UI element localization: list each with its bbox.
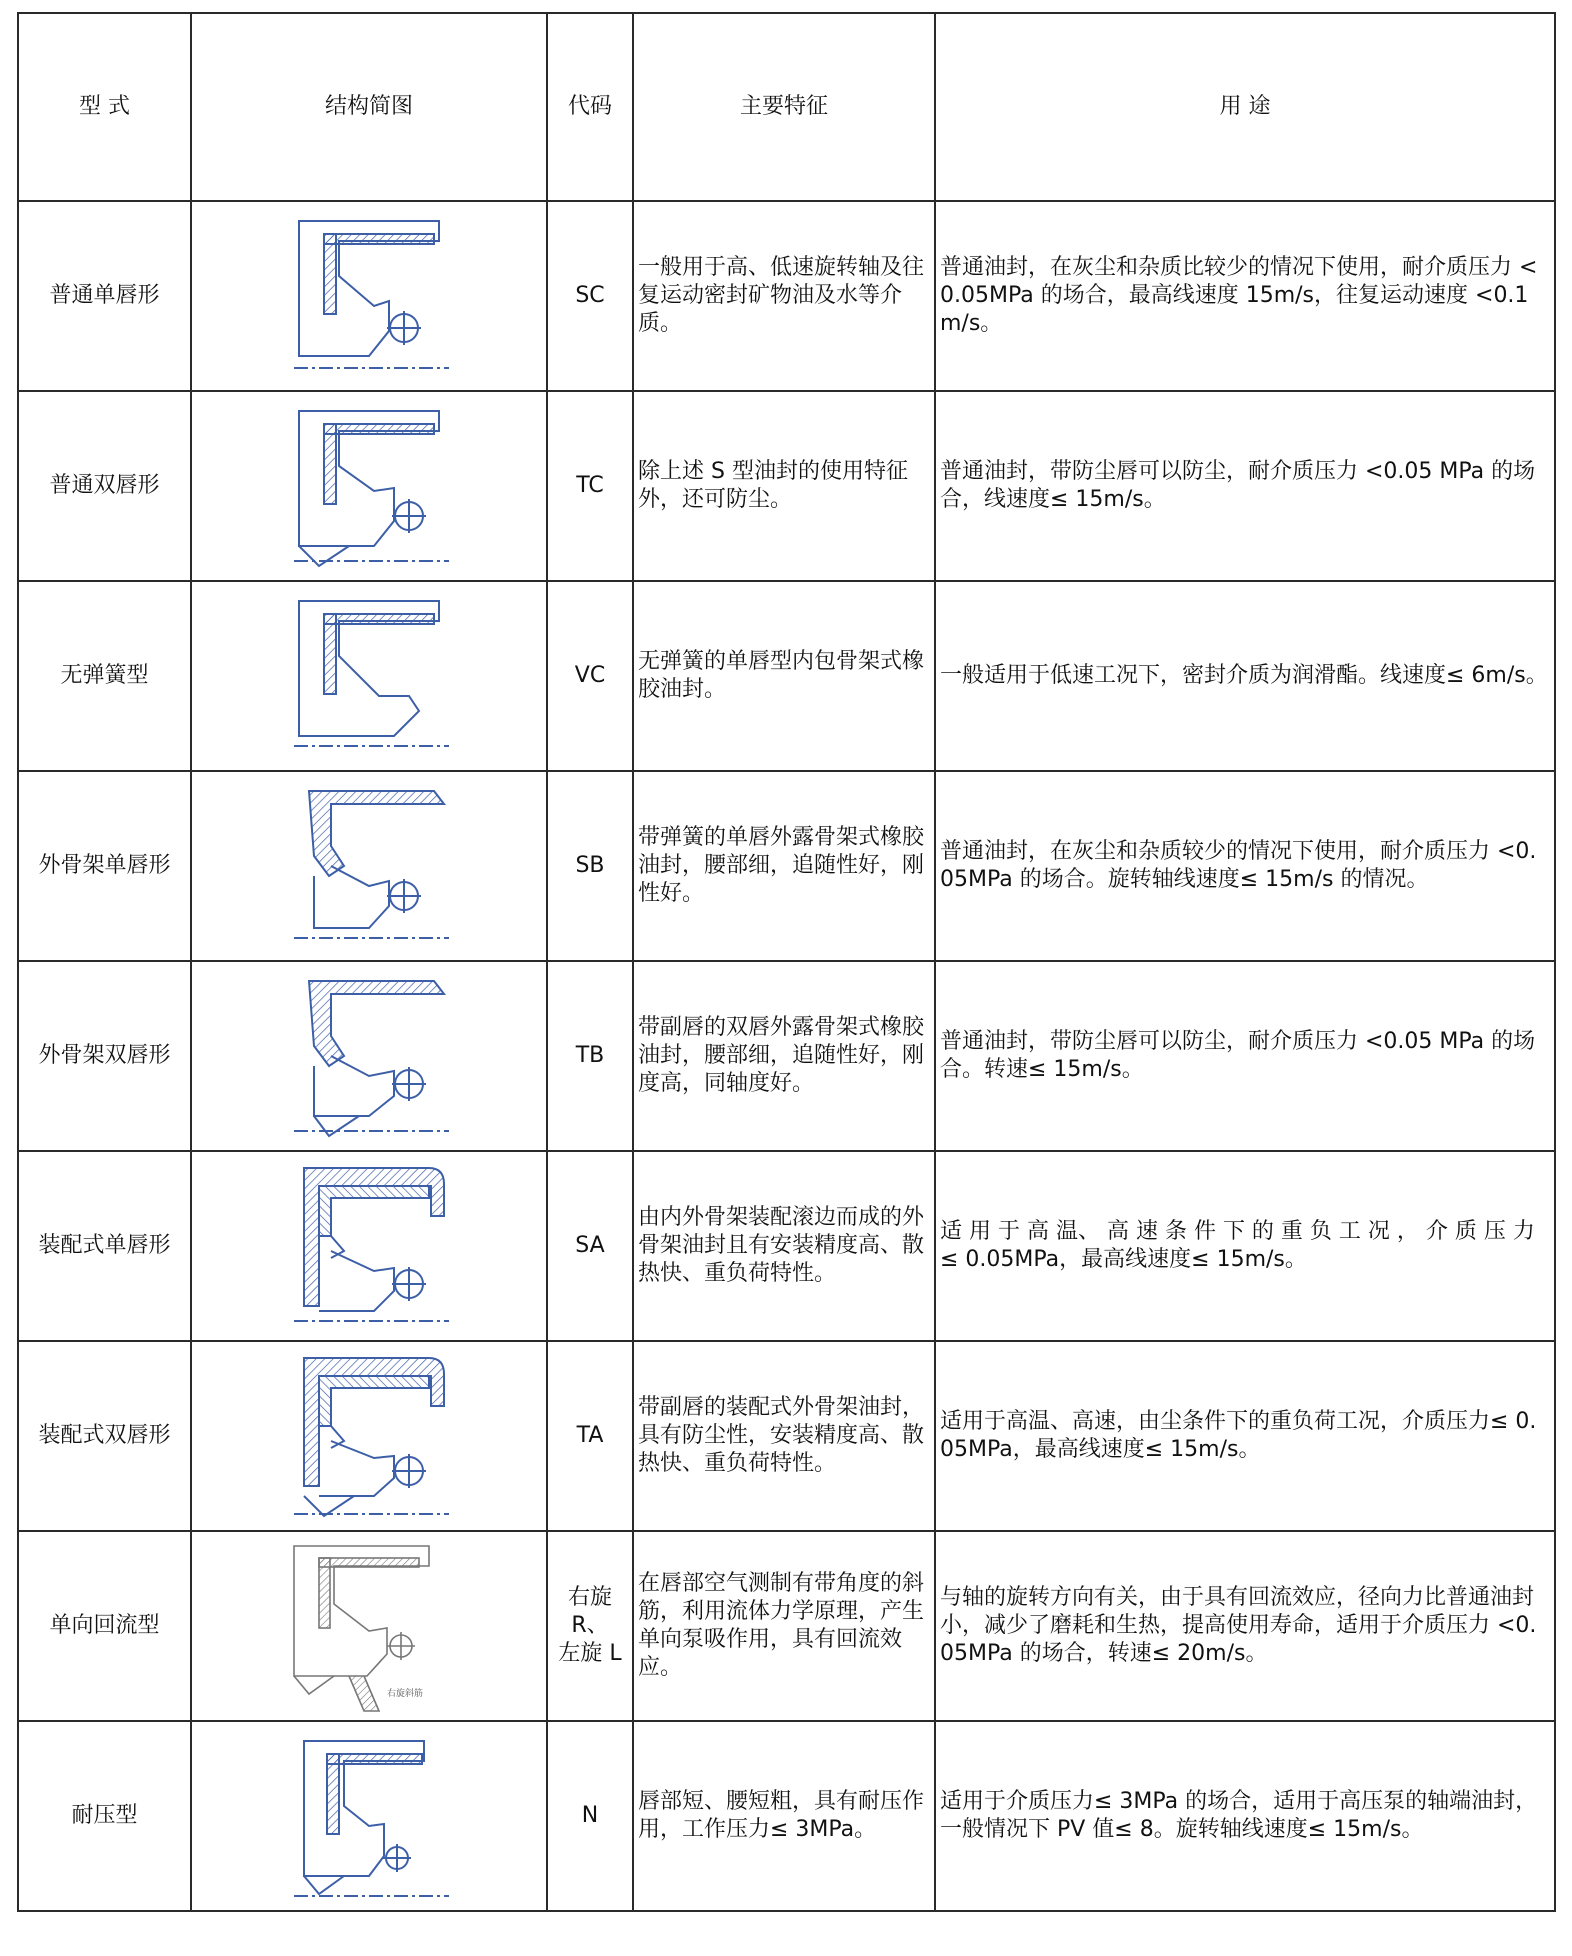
seal-code: TB <box>547 961 633 1151</box>
seal-type: 无弹簧型 <box>18 581 191 771</box>
seal-usage: 普通油封，带防尘唇可以防尘，耐介质压力 <0.05 MPa 的场合。转速≤ 15m/s。 <box>935 961 1555 1151</box>
seal-type: 外骨架单唇形 <box>18 771 191 961</box>
seal-features: 除上述 S 型油封的使用特征外，还可防尘。 <box>633 391 935 581</box>
seal-code <box>547 1531 633 1721</box>
seal-type: 普通双唇形 <box>18 391 191 581</box>
outer-frame-single-lip-seal-icon <box>269 776 469 956</box>
table-row <box>18 391 1555 581</box>
table-row <box>18 581 1555 771</box>
outer-frame-double-lip-seal-icon <box>269 966 469 1146</box>
structure-diagram <box>191 1531 547 1721</box>
seal-usage: 适 用 于 高 温、 高 速 条 件 下 的 重 负 工 况 ， 介 质 压 力 ≤ 0.05MPa，最高线速度≤ 15m/s。 <box>935 1151 1555 1341</box>
seal-type: 外骨架双唇形 <box>18 961 191 1151</box>
structure-diagram <box>191 1721 547 1911</box>
single-lip-seal-icon <box>269 206 469 386</box>
unidirectional-return-seal-icon <box>269 1536 469 1716</box>
structure-diagram <box>191 961 547 1151</box>
seal-usage: 适用于高温、高速，由尘条件下的重负荷工况，介质压力≤ 0.05MPa，最高线速度≤ 15m/s。 <box>935 1341 1555 1531</box>
seal-features: 带弹簧的单唇外露骨架式橡胶油封，腰部细，追随性好，刚性好。 <box>633 771 935 961</box>
structure-diagram <box>191 1151 547 1341</box>
double-lip-seal-icon <box>269 396 469 576</box>
table-row <box>18 201 1555 391</box>
seal-code: N <box>547 1721 633 1911</box>
header-usage: 用 途 <box>935 13 1555 201</box>
seal-type: 单向回流型 <box>18 1531 191 1721</box>
seal-usage: 与轴的旋转方向有关，由于具有回流效应，径向力比普通油封小，减少了磨耗和生热，提高使用寿命，适用于介质压力 <0.05MPa 的场合，转速≤ 20m/s。 <box>935 1531 1555 1721</box>
structure-diagram <box>191 201 547 391</box>
springless-seal-icon <box>269 586 469 766</box>
oil-seal-spec-table <box>17 12 1556 1912</box>
seal-type: 装配式双唇形 <box>18 1341 191 1531</box>
table-row <box>18 1151 1555 1341</box>
header-type: 型 式 <box>18 13 191 201</box>
seal-usage: 适用于介质压力≤ 3MPa 的场合，适用于高压泵的轴端油封，一般情况下 PV 值≤ 8。旋转轴线速度≤ 15m/s。 <box>935 1721 1555 1911</box>
header-features: 主要特征 <box>633 13 935 201</box>
seal-code: VC <box>547 581 633 771</box>
seal-usage: 一般适用于低速工况下，密封介质为润滑酯。线速度≤ 6m/s。 <box>935 581 1555 771</box>
structure-diagram <box>191 581 547 771</box>
seal-code-line: 右旋 R、 <box>567 1585 612 1638</box>
table-row <box>18 1341 1555 1531</box>
table-row <box>18 1531 1555 1721</box>
structure-diagram <box>191 391 547 581</box>
header-diagram: 结构简图 <box>191 13 547 201</box>
seal-type: 耐压型 <box>18 1721 191 1911</box>
table-row <box>18 1721 1555 1911</box>
seal-code: TA <box>547 1341 633 1531</box>
seal-features: 唇部短、腰短粗，具有耐压作用，工作压力≤ 3MPa。 <box>633 1721 935 1911</box>
seal-usage: 普通油封，在灰尘和杂质比较少的情况下使用，耐介质压力 <0.05MPa 的场合，最高线速度 15m/s，往复运动速度 <0.1m/s。 <box>935 201 1555 391</box>
seal-features: 无弹簧的单唇型内包骨架式橡胶油封。 <box>633 581 935 771</box>
seal-features: 一般用于高、低速旋转轴及往复运动密封矿物油及水等介质。 <box>633 201 935 391</box>
seal-features: 带副唇的双唇外露骨架式橡胶油封，腰部细，追随性好，刚度高，同轴度好。 <box>633 961 935 1151</box>
seal-features: 带副唇的装配式外骨架油封，具有防尘性，安装精度高、散热快、重负荷特性。 <box>633 1341 935 1531</box>
seal-code: TC <box>547 391 633 581</box>
seal-code-line: 左旋 L <box>558 1641 622 1666</box>
structure-diagram <box>191 1341 547 1531</box>
seal-features: 由内外骨架装配滚边而成的外骨架油封且有安装精度高、散热快、重负荷特性。 <box>633 1151 935 1341</box>
seal-type: 装配式单唇形 <box>18 1151 191 1341</box>
diagram-annotation-label: 右旋斜筋 <box>387 1689 424 1699</box>
seal-usage: 普通油封，在灰尘和杂质较少的情况下使用，耐介质压力 <0.05MPa 的场合。旋转轴线速度≤ 15m/s 的情况。 <box>935 771 1555 961</box>
seal-type: 普通单唇形 <box>18 201 191 391</box>
seal-features: 在唇部空气测制有带角度的斜筋，利用流体力学原理，产生单向泵吸作用，具有回流效应。 <box>633 1531 935 1721</box>
assembled-double-lip-seal-icon <box>269 1346 469 1526</box>
table-row <box>18 961 1555 1151</box>
header-code: 代码 <box>547 13 633 201</box>
assembled-single-lip-seal-icon <box>269 1156 469 1336</box>
pressure-resistant-seal-icon <box>269 1726 469 1906</box>
seal-code: SC <box>547 201 633 391</box>
seal-code: SA <box>547 1151 633 1341</box>
structure-diagram <box>191 771 547 961</box>
header-row <box>18 13 1555 201</box>
seal-usage: 普通油封，带防尘唇可以防尘，耐介质压力 <0.05 MPa 的场合，线速度≤ 15m/s。 <box>935 391 1555 581</box>
seal-code: SB <box>547 771 633 961</box>
table-row <box>18 771 1555 961</box>
